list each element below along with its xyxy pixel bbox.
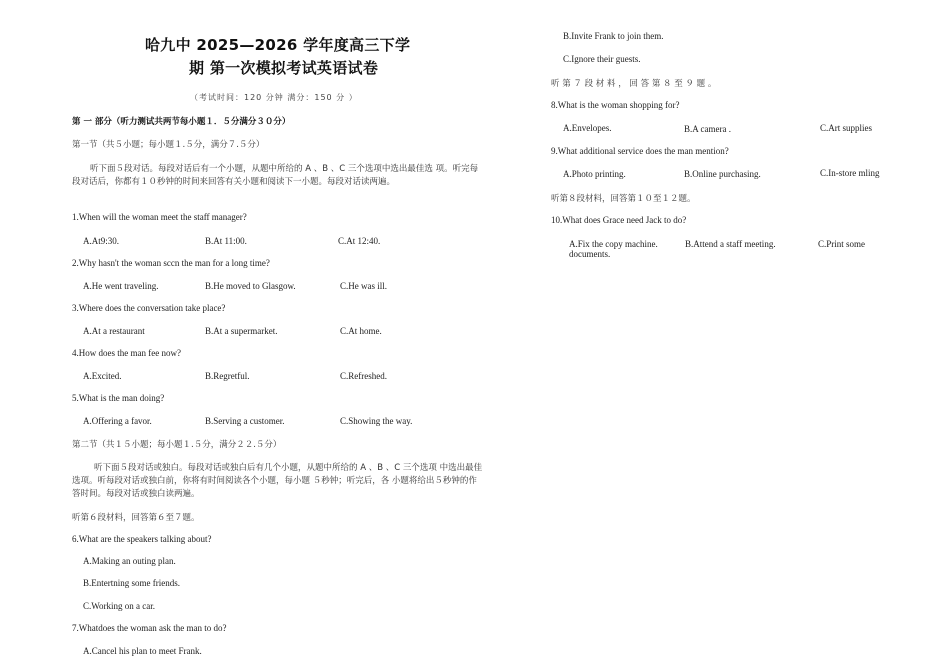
question-option: B.Entertning some friends. (83, 578, 180, 588)
question-option: C.Working on a car. (83, 601, 156, 611)
section2-heading: 第二节（共１５小题；每小题１.５分，满分２２.５分） (72, 440, 282, 450)
exam-info: （考试时间：120 分钟 满分：150 分 ） (190, 93, 358, 102)
question-option: A.At9:30. (83, 236, 119, 246)
material-6-heading: 听第６段材料，回答第６至７题。 (72, 513, 200, 523)
question-option: A.At a restaurant (83, 326, 145, 336)
material-8-heading: 听第８段材料，回答第１０至１２题。 (551, 194, 696, 204)
exam-title-line1: 哈九中 2025—2026 学年度高三下学 (145, 36, 411, 54)
question-option: A.Offering a favor. (83, 416, 152, 426)
question-option: A.Excited. (83, 371, 122, 381)
question-stem: 1.When will the woman meet the staff manager? (72, 212, 247, 222)
question-option: C.At home. (340, 326, 382, 336)
question-option: B.A camera . (684, 124, 731, 134)
question-option: C.Showing the way. (340, 416, 413, 426)
question-option: B.Online purchasing. (684, 169, 761, 179)
question-option: A.Cancel his plan to meet Frank. (83, 646, 202, 656)
question-option: C.In-store mling (820, 168, 880, 178)
question-option: A.Fix the copy machine. (569, 239, 658, 249)
question-stem: 8.What is the woman shopping for? (551, 100, 680, 110)
question-stem: 6.What are the speakers talking about? (72, 534, 212, 544)
material-7-heading: 听 第 ７ 段 材 料 ， 回 答 第 ８ 至 ９ 题 。 (551, 79, 717, 89)
question-stem: 3.Where does the conversation take place? (72, 303, 226, 313)
question-option: B.Serving a customer. (205, 416, 285, 426)
question-option: B.Regretful. (205, 371, 250, 381)
question-option: A.Envelopes. (563, 123, 612, 133)
question-option: C.Print some (818, 239, 866, 249)
question-option: B.Attend a staff meeting. (685, 239, 776, 249)
question-option: B.At 11:00. (205, 236, 247, 246)
question-stem: 10.What does Grace need Jack to do? (551, 215, 687, 225)
question-option: C.At 12:40. (338, 236, 381, 246)
section1-instructions: 听下面５段对话。每段对话后有一个小题，从题中所给的 A 、B 、C 三个选项中选出最佳选 项。听完每段对话后，你都有１０秒钟的时间来回答有关小题和阅读下一小题。每段对话读两遍。 (72, 164, 479, 187)
question-option: B.At a supermarket. (205, 326, 278, 336)
question-stem: 9.What additional service does the man mention? (551, 146, 729, 156)
section1-heading: 第一节（共５小题；每小题１.５分，满分７.５分） (72, 140, 265, 150)
question-stem: 5.What is the man doing? (72, 393, 165, 403)
question-option: A.Photo printing. (563, 169, 626, 179)
question-stem: 7.Whatdoes the woman ask the man to do? (72, 623, 227, 633)
question-option: B.Invite Frank to join them. (563, 31, 664, 41)
question-option-continuation: documents. (569, 249, 611, 259)
question-option: C.Art supplies (820, 123, 873, 133)
question-stem: 4.How does the man fee now? (72, 348, 181, 358)
section2-instructions: 听下面５段对话或独白。每段对话或独白后有几个小题，从题中所给的 A 、B 、C 三个选项 中选出最佳选项。听每段对话或独白前，你将有时间阅读各个小题，每小题 ５秒钟；听完后，各 小题将给出５秒钟的作答时间。每段对话或独白读两遍。 (72, 463, 483, 499)
question-option: A.He went traveling. (83, 281, 159, 291)
exam-title-line2: 期 第一次模拟考试英语试卷 (189, 59, 379, 77)
question-option: A.Making an outing plan. (83, 556, 176, 566)
question-option: C.Ignore their guests. (563, 54, 641, 64)
part1-heading: 第 一 部分（听力测试共两节每小题１．５分满分３０分） (72, 117, 291, 127)
question-option: B.He moved to Glasgow. (205, 281, 296, 291)
question-option: C.Refreshed. (340, 371, 387, 381)
question-option: C.He was ill. (340, 281, 387, 291)
question-stem: 2.Why hasn't the woman sccn the man for a long time? (72, 258, 270, 268)
